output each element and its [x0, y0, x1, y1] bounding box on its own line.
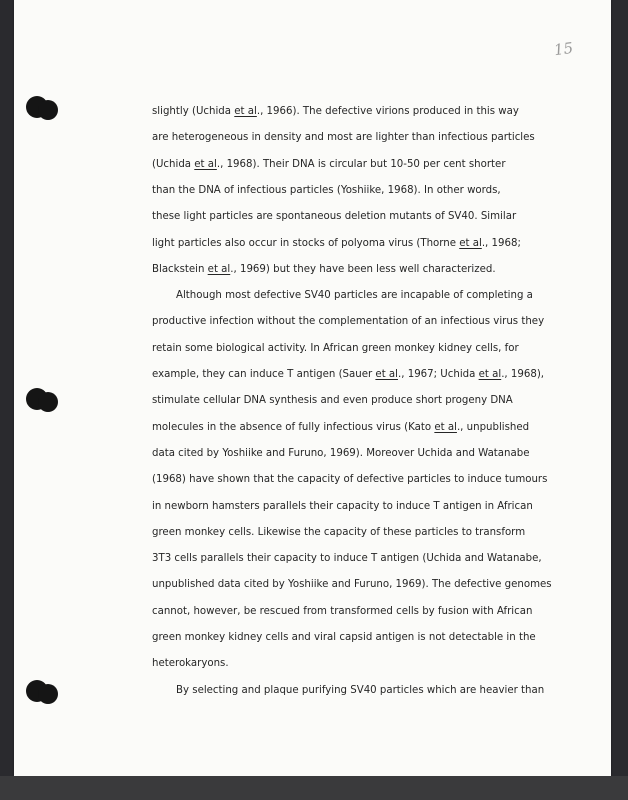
underlined-citation: et al	[375, 369, 398, 380]
text-line	[152, 369, 544, 380]
document-page	[14, 0, 611, 776]
text-line	[152, 316, 544, 327]
text-run: than the DNA of infectious particles (Yoshiike, 1968). In other words,	[152, 184, 501, 196]
underlined-citation: et al	[459, 237, 482, 249]
text-line	[152, 132, 535, 143]
text-line	[152, 159, 506, 170]
text-line	[152, 106, 519, 117]
text-run: slightly (Uchida	[152, 106, 235, 117]
underlined-citation: et al	[478, 369, 502, 380]
text-line	[152, 422, 529, 433]
text-run: ., 1968). Their DNA is circular but 10-50 per cent shorter	[216, 158, 506, 170]
text-run: By selecting and plaque purifying SV40 particles which are heavier than	[176, 684, 545, 696]
text-run: molecules in the absence of fully infectious virus (Kato	[152, 421, 435, 433]
text-run: in newborn hamsters parallels their capacity to induce T antigen in African	[152, 500, 533, 512]
text-run: are heterogeneous in density and most are lighter than infectious particles	[152, 132, 535, 144]
background-strip	[0, 776, 628, 800]
text-run: example, they can induce T antigen (Sauer	[152, 369, 376, 380]
text-line	[176, 685, 544, 696]
text-run: Although most defective SV40 particles are incapable of completing a	[176, 290, 533, 302]
text-run: stimulate cellular DNA synthesis and even produce short progeny DNA	[152, 395, 513, 407]
text-line	[152, 579, 552, 590]
text-run: ., unpublished	[456, 421, 530, 433]
text-run: cannot, however, be rescued from transformed cells by fusion with African	[152, 605, 533, 617]
text-line	[152, 606, 532, 617]
text-run: 3T3 cells parallels their capacity to induce T antigen (Uchida and Watanabe,	[152, 553, 542, 565]
underlined-citation: et al	[207, 263, 231, 275]
text-line	[152, 527, 525, 538]
text-line	[152, 632, 536, 643]
text-run: (1968) have shown that the capacity of defective particles to induce tumours	[152, 474, 548, 486]
text-run: retain some biological activity. In African green monkey kidney cells, for	[152, 342, 519, 354]
text-run: (Uchida	[152, 158, 195, 170]
text-line	[152, 264, 496, 275]
text-run: ., 1968),	[501, 369, 545, 380]
text-run: green monkey kidney cells and viral capsid antigen is not detectable in the	[152, 632, 536, 643]
text-run: ., 1969) but they have been less well characterized.	[230, 263, 496, 275]
text-line	[152, 553, 542, 564]
punch-hole-middle	[26, 388, 64, 412]
text-run: ., 1968;	[481, 237, 521, 249]
text-run: unpublished data cited by Yoshiike and Furuno, 1969). The defective genomes	[152, 579, 552, 591]
text-line	[152, 448, 529, 459]
text-run: these light particles are spontaneous deletion mutants of SV40. Similar	[152, 211, 517, 223]
text-run: green monkey cells. Likewise the capacity of these particles to transform	[152, 526, 526, 538]
text-run: productive infection without the complementation of an infectious virus they	[152, 316, 545, 328]
text-line	[152, 658, 229, 669]
text-line	[152, 238, 521, 249]
text-run: ., 1966). The defective virions produced in this way	[256, 106, 519, 117]
underlined-citation: et al	[194, 158, 217, 170]
text-line	[176, 290, 533, 301]
text-run: light particles also occur in stocks of polyoma virus (Thorne	[152, 237, 460, 249]
text-run: data cited by Yoshiike and Furuno, 1969). Moreover Uchida and Watanabe	[152, 447, 530, 459]
text-line	[152, 474, 547, 485]
text-line	[152, 501, 533, 512]
text-run: heterokaryons.	[152, 658, 229, 670]
text-run: ., 1967; Uchida	[398, 369, 479, 380]
text-line	[152, 185, 501, 196]
punch-hole-top	[26, 96, 64, 120]
underlined-citation: et al	[234, 106, 257, 117]
text-run: Blackstein	[152, 263, 208, 275]
underlined-citation: et al	[434, 421, 457, 433]
text-line	[152, 211, 516, 222]
punch-hole-bottom	[26, 680, 64, 704]
text-line	[152, 395, 513, 406]
page-number: 15	[552, 38, 575, 60]
text-line	[152, 343, 519, 354]
